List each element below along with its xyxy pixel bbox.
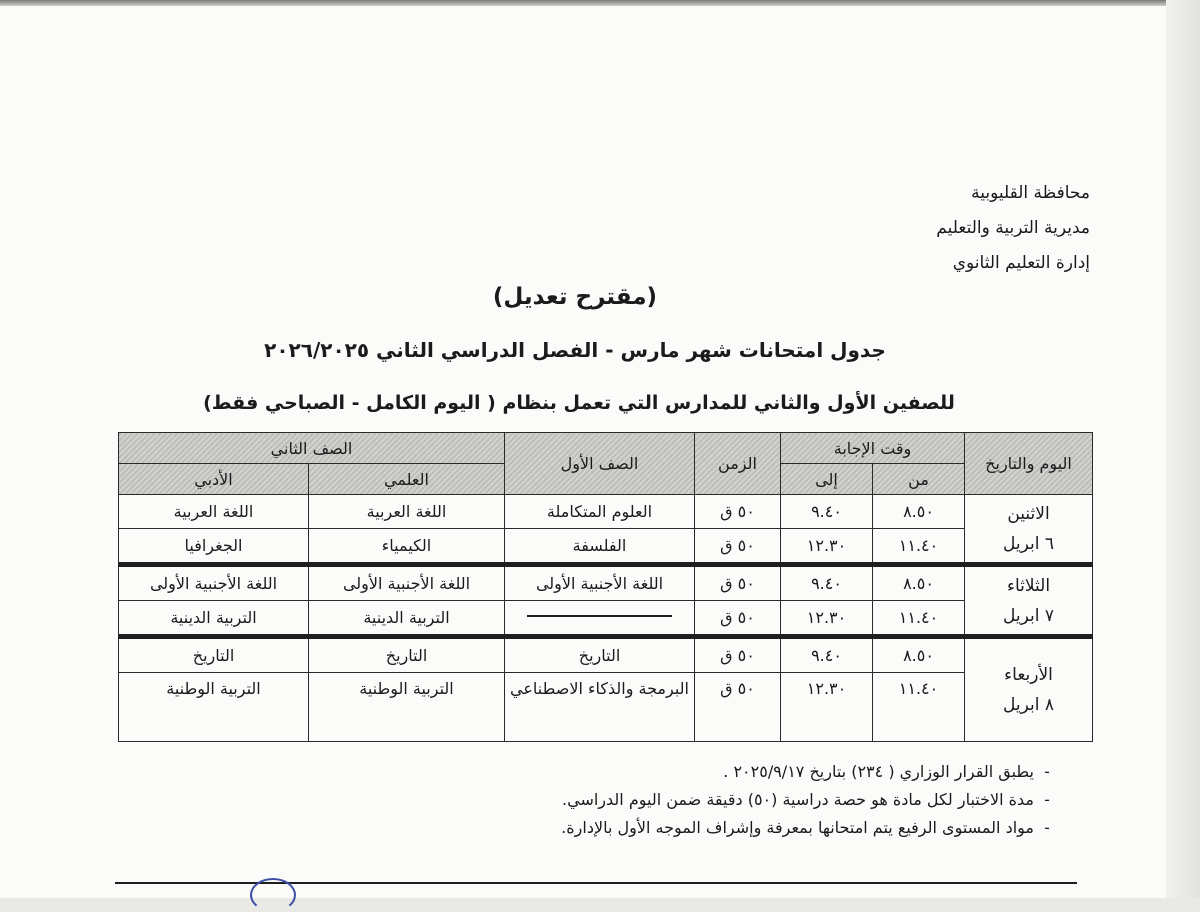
directorate-name: مديرية التربية والتعليم — [936, 218, 1090, 238]
scientific-subject: اللغة العربية — [309, 495, 505, 529]
table-row — [119, 673, 1093, 742]
time-from: ٨.٥٠ — [873, 637, 965, 673]
header-literary: الأدبي — [119, 464, 309, 495]
grade1-subject: العلوم المتكاملة — [505, 495, 695, 529]
note-item — [561, 758, 1060, 786]
department-name: إدارة التعليم الثانوي — [952, 253, 1090, 273]
literary-subject: التربية الوطنية — [119, 673, 309, 742]
header-scientific: العلمي — [309, 464, 505, 495]
letterhead — [936, 176, 1090, 281]
header-to: إلى — [781, 464, 873, 495]
duration: ٥٠ ق — [695, 495, 781, 529]
table-row — [119, 565, 1093, 601]
note-text: مواد المستوى الرفيع يتم امتحانها بمعرفة وإشراف الموجه الأول بالإدارة. — [561, 818, 1034, 837]
header-day-date: اليوم والتاريخ — [965, 433, 1093, 495]
day-name: الأربعاء — [1004, 665, 1053, 685]
day-cell — [965, 637, 1093, 742]
header-grade1: الصف الأول — [505, 433, 695, 495]
time-from: ١١.٤٠ — [873, 529, 965, 565]
proposal-title: (مقترح تعديل) — [492, 284, 658, 310]
table-header-row — [119, 433, 1093, 464]
time-to: ١٢.٣٠ — [781, 601, 873, 637]
time-from: ٨.٥٠ — [873, 495, 965, 529]
time-from: ٨.٥٠ — [873, 565, 965, 601]
scientific-subject: اللغة الأجنبية الأولى — [309, 565, 505, 601]
governorate-name: محافظة القليوبية — [971, 183, 1090, 203]
notes-list — [561, 758, 1060, 842]
day-date: ٦ ابريل — [1003, 533, 1055, 554]
duration: ٥٠ ق — [695, 673, 781, 742]
header-answer-time: وقت الإجابة — [781, 433, 965, 464]
schedule-scope: للصفين الأول والثاني للمدارس التي تعمل بنظام ( اليوم الكامل - الصباحي فقط) — [203, 392, 955, 414]
empty-entry-line — [527, 615, 672, 617]
header-duration: الزمن — [695, 433, 781, 495]
grade1-empty-dash — [505, 601, 695, 637]
day-cell — [965, 495, 1093, 565]
day-name: الثلاثاء — [1006, 575, 1051, 596]
exam-schedule-table — [118, 432, 1093, 742]
table-row — [119, 601, 1093, 637]
grade1-subject: التاريخ — [505, 637, 695, 673]
literary-subject: اللغة الأجنبية الأولى — [119, 565, 309, 601]
grade1-subject: الفلسفة — [505, 529, 695, 565]
note-item — [561, 786, 1060, 814]
day-date: ٨ ابريل — [1003, 695, 1055, 715]
table-row — [119, 637, 1093, 673]
bullet-dash: - — [1044, 818, 1050, 837]
bullet-dash: - — [1044, 790, 1050, 809]
grade1-subject: البرمجة والذكاء الاصطناعي — [505, 673, 695, 742]
scan-right-margin — [1166, 0, 1200, 898]
schedule-title: جدول امتحانات شهر مارس - الفصل الدراسي الثاني ٢٠٢٦/٢٠٢٥ — [264, 338, 886, 362]
scientific-subject: الكيمياء — [309, 529, 505, 565]
duration: ٥٠ ق — [695, 565, 781, 601]
time-to: ٩.٤٠ — [781, 637, 873, 673]
note-text: يطبق القرار الوزاري ( ٢٣٤) بتاريخ ٢٠٢٥/٩/١٧ . — [723, 762, 1034, 781]
scientific-subject: التربية الدينية — [309, 601, 505, 637]
bullet-dash: - — [1044, 762, 1050, 781]
time-to: ٩.٤٠ — [781, 565, 873, 601]
day-cell — [965, 565, 1093, 637]
header-grade2: الصف الثاني — [119, 433, 505, 464]
table-row — [119, 529, 1093, 565]
literary-subject: التاريخ — [119, 637, 309, 673]
pen-signature-mark — [250, 878, 296, 912]
grade1-subject: اللغة الأجنبية الأولى — [505, 565, 695, 601]
duration: ٥٠ ق — [695, 601, 781, 637]
duration: ٥٠ ق — [695, 529, 781, 565]
time-to: ١٢.٣٠ — [781, 673, 873, 742]
day-date: ٧ ابريل — [1003, 605, 1055, 626]
time-to: ١٢.٣٠ — [781, 529, 873, 565]
day-name: الاثنين — [1007, 503, 1050, 524]
table-row — [119, 495, 1093, 529]
time-from: ١١.٤٠ — [873, 601, 965, 637]
header-from: من — [873, 464, 965, 495]
time-to: ٩.٤٠ — [781, 495, 873, 529]
time-from: ١١.٤٠ — [873, 673, 965, 742]
duration: ٥٠ ق — [695, 637, 781, 673]
scientific-subject: التربية الوطنية — [309, 673, 505, 742]
literary-subject: اللغة العربية — [119, 495, 309, 529]
note-text: مدة الاختبار لكل مادة هو حصة دراسية (٥٠) دقيقة ضمن اليوم الدراسي. — [562, 790, 1034, 809]
literary-subject: الجغرافيا — [119, 529, 309, 565]
scientific-subject: التاريخ — [309, 637, 505, 673]
note-item — [561, 814, 1060, 842]
literary-subject: التربية الدينية — [119, 601, 309, 637]
